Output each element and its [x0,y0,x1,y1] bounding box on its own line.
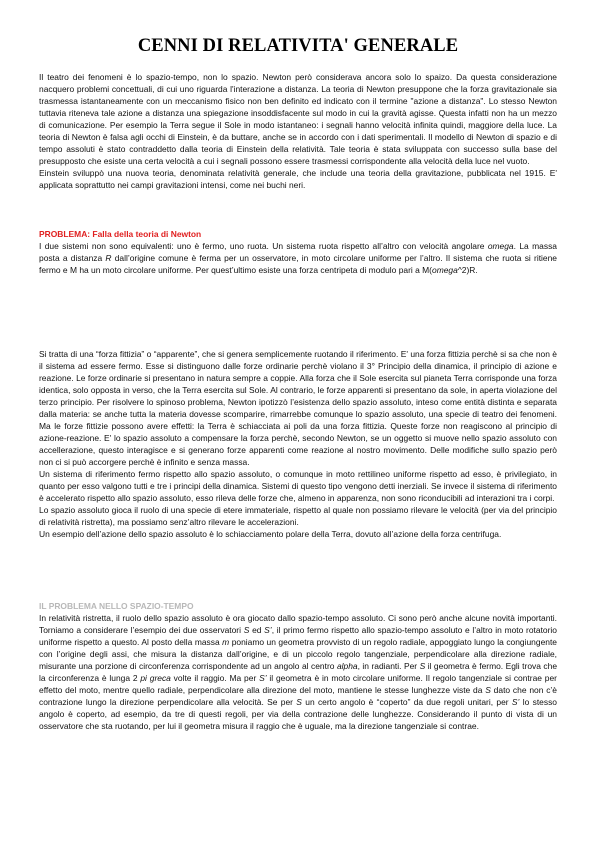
intro-paragraph-1: Il teatro dei fenomeni è lo spazio-tempo, non lo spazio. Newton però considerava ancora solo lo spaizo. Da questa considerazione nacquero problemi concettuali, di cui uno riguarda l'interazione a distanza. La teoria di Newton presuppone che la forza gravitazionale sia trasmessa istantaneamente con un meccanismo fisico non ben definito ed indicato con il termine "azione a distanza". Lo stesso Newton tuttavia riteneva tale azione a distanza una spiegazione insoddisfacente sul modo in cui la gravità agisse. Questa infatti non ha un mezzo di comunicazione. Per esempio la Terra segue il Sole in modo istantaneo: i segnali hanno velocità infinita quindi, maggiore della luce. La teoria di Newton è falsa agli occhi di Einstein, è da buttare, anche se in accordo con i dati sperimentali. Il modello di Newton di spazio e di tempo assoluti è stato contraddetto dalla teoria di Einstein della relatività. Tale teoria è stata sviluppata con successo sulla base del presupposto che esiste una certa velocità a cui i segnali possono essere trasmessi corrispondente alla velocità della luce nel vuoto. [39,72,557,167]
omega-symbol: omega [487,241,514,252]
pi-symbol: pi greca [140,673,171,684]
observer-symbol: S [419,661,426,672]
observer-symbol: S [296,697,302,708]
text-run: ed [249,625,265,636]
text-run: ^2)R. [457,265,478,276]
text-run: lo stesso angolo è coperto, ad esempio, da tre di questi regoli, per via della contrazione delle lunghezze. Considerando il punto di vista di un osservatore che sta ruotando, per lui il geometra misura il raggio che è uguale, ma la direzione tangenziale si contrae. [39,697,557,732]
radius-symbol: R [105,253,112,264]
text-run: dato che non c’è contrazione lungo la direzione perpendicolare alla velocità. Se per [39,685,557,708]
fittizia-paragraph-3: Lo spazio assoluto gioca il ruolo di una specie di etere immateriale, rispetto al quale non possiamo rilevare le velocità (per via del principio di relatività ristretta), ma possiamo senz’altro rilevare le accelerazioni. [39,505,557,528]
spaziotempo-paragraph [39,612,557,732]
text-run: . La massa posta a distanza [39,241,557,264]
text-run: In relatività ristretta, il ruolo dello spazio assoluto è ora giocato dallo spazio-tempo assoluto. Ci sono però anche alcune novità importanti. Torniamo a considerare l’esempio dei due osservatori [39,613,557,636]
observer-symbol: S’ [259,673,267,684]
observer-symbol: S [243,625,250,636]
observer-symbol: S’ [264,625,272,636]
text-run: I due sistemi non sono equivalenti: uno è fermo, uno ruota. Un sistema ruota rispetto all’altro con velocità angolare [39,241,488,252]
problema-paragraph [39,240,557,276]
observer-symbol: S’ [511,697,520,708]
intro-section [39,71,557,191]
text-run: , in radianti. Per [357,661,420,672]
problema-section [39,228,557,276]
document-title: CENNI DI RELATIVITA' GENERALE [137,36,459,56]
text-run: il geometra è fermo. Egli trova che la circonferenza è lunga 2 [39,661,558,684]
text-run: , il primo fermo rispetto allo spazio-tempo assoluto e l’altro in moto rotatorio uniforme rispetto a questo. Al posto della massa [39,625,557,648]
mass-symbol: m [222,637,230,648]
text-run: dall’origine comune è ferma per un osservatore, in moto circolare uniforme per l’altro. Il sistema che ruota si ritiene fermo e M ha un moto circolare uniforme. Per quest’ultimo esiste una forza centripeta di modulo pari a M( [39,253,557,276]
fittizia-paragraph-2: Un sistema di riferimento fermo rispetto allo spazio assoluto, o comunque in moto rettilineo uniforme rispetto ad esso, è privilegiato, in quanto per esso valgono tutti e tre i principi della dinamica. Sistemi di questo tipo vengono detti inerziali. Se invece il sistema di riferimento è accelerato rispetto allo spazio assoluto, esso rileva delle forze che, almeno in apparenza, non sono riconducibili ad interazioni tra i corpi. [39,469,557,504]
text-run: poniamo un geometra provvisto di un regolo radiale, appoggiato lungo la congiungente con l’origine degli assi, che misura la distanza dall’origine, e di un piccolo regolo tangenziale, perpendicolare alla direzione radiale, misurante una porzione di circonferenza corrispondente ad un angolo al centro [39,637,557,672]
spaziotempo-heading: IL PROBLEMA NELLO SPAZIO-TEMPO [39,601,194,611]
text-run: volte il raggio. Ma per [170,673,260,684]
text-run: un certo angolo è “coperto” da due regoli unitari, per [301,697,512,708]
omega-symbol: omega [432,265,458,276]
intro-paragraph-2: Einstein sviluppò una nuova teoria, denominata relatività generale, che include una teoria della gravitazione, pubblicata nel 1915. E' applicata soprattutto nei campi gravitazioni intensi, come nei buchi neri. [39,168,557,191]
text-run: il geometra è in moto circolare uniforme. Il regolo tangenziale si contrae per effetto del moto, mentre quello radiale, perpendicolare alla direzione del moto, mantiene le stesse lunghezze viste da [39,673,557,696]
forza-fittizia-section [39,348,557,540]
problema-heading: PROBLEMA: Falla della teoria di Newton [39,229,202,239]
spaziotempo-section [39,600,557,732]
observer-symbol: S [485,685,491,696]
fittizia-paragraph-1: Si tratta di una “forza fittizia” o “apparente”, che si genera semplicemente ruotando il riferimento. E' una forza fittizia perchè si sa che non è il sistema ad essere fermo. Esse si distinguono dalle forze ordinarie perchè violano il 3° Principio della dinamica, il principio di azione e reazione. Le forze ordinarie si presentano in natura sempre a coppie. Alla forza che il Sole esercita sul pianeta Terra corrisponde una forza identica, solo opposta in verso, che la Terra esercita sul Sole. Al contrario, le forze apparenti si presentano da sole, in aperta violazione del terzo principio. Per risolvere lo spinoso problema, Newton ipotizzò l’esistenza dello spazio assoluto, inteso come entità distinta e separata dalla materia: se anche tutta la materia dovesse scomparire, rimarrebbe comunque lo spazio assoluto, una specie di teatro dei fenomeni. Ma le forze fittizie possono avere effetti: la Terra è schiacciata ai poli da una forza fittizia. Queste forze non reagiscono al principio di azione-reazione. E' lo spazio assoluto a compensare la forza perchè, secondo Newton, se un oggetto si muove nello spazio assoluto con accellerazione, questo interagisce e si generano forze apparenti come reazione al nostro movimento. Delle modifiche sullo spazio però non ci si può accorgere perchè è infinito e senza massa. [39,349,557,468]
alpha-symbol: alpha [336,661,358,672]
fittizia-paragraph-4: Un esempio dell’azione dello spazio assoluto è lo schiacciamento polare della Terra, dovuto all’azione della forza centrifuga. [39,529,502,540]
